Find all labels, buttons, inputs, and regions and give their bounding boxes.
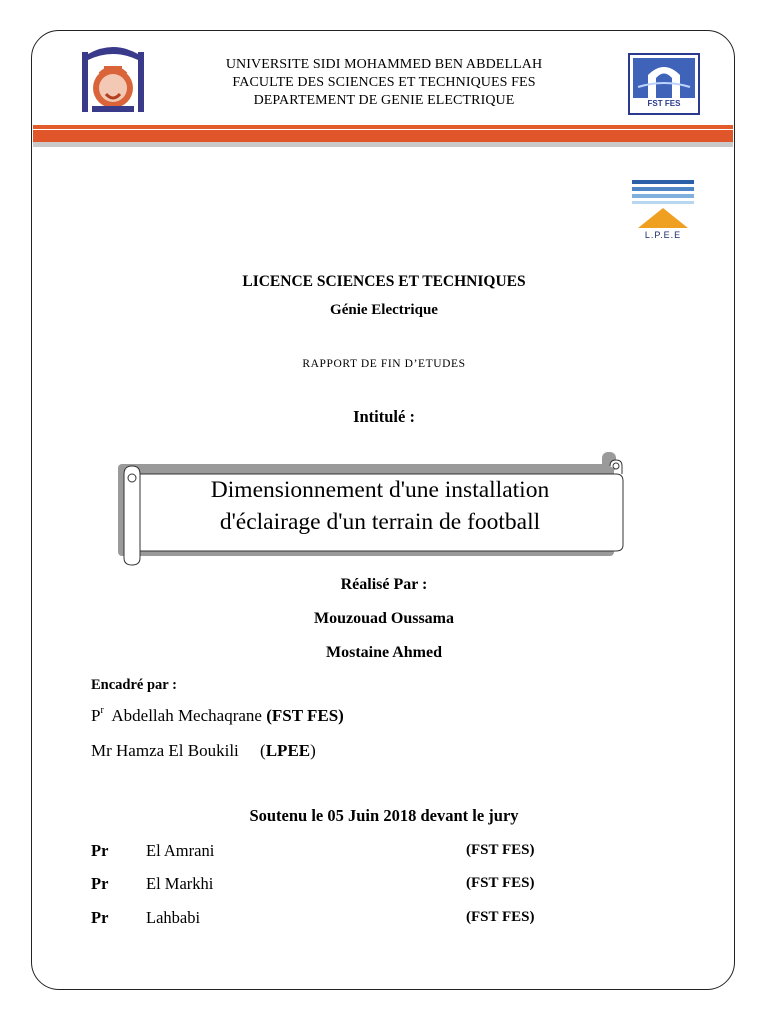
fst-fes-logo-caption: FST FES — [647, 99, 681, 108]
author-name: Mouzouad Oussama — [313, 610, 455, 627]
jury-name: El Amrani — [146, 841, 215, 860]
supervisor-affiliation: (FST FES) — [266, 706, 344, 725]
supervisor-name: Abdellah Mechaqrane — [111, 706, 262, 725]
degree-title: LICENCE SCIENCES ET TECHNIQUES — [242, 273, 526, 290]
supervisor-line — [91, 706, 344, 726]
jury-title: Pr — [91, 908, 109, 927]
jury-affiliation: (FST FES) — [466, 875, 535, 891]
supervisor-name: Hamza El Boukili — [116, 741, 239, 760]
jury-name: El Markhi — [146, 874, 214, 893]
jury-name: Lahbabi — [146, 908, 201, 927]
header-band-top — [33, 125, 733, 129]
department-name: DEPARTEMENT DE GENIE ELECTRIQUE — [253, 93, 515, 108]
jury-row — [91, 908, 571, 930]
supervisor-title-sup: r — [100, 705, 104, 716]
institution-header — [180, 56, 588, 110]
supervisor-title: P — [91, 706, 101, 725]
header-band-main — [33, 130, 733, 142]
jury-row — [91, 841, 571, 863]
jury-affiliation: (FST FES) — [466, 909, 535, 925]
university-name: UNIVERSITE SIDI MOHAMMED BEN ABDELLAH — [225, 57, 543, 72]
lpee-logo-caption: L.P.E.E — [644, 230, 682, 240]
university-seal-logo — [78, 44, 148, 116]
supervisor-affiliation: LPEE — [265, 741, 311, 760]
defense-statement: Soutenu le 05 Juin 2018 devant le jury — [249, 806, 519, 825]
jury-title: Pr — [91, 841, 109, 860]
thesis-title-line2: d'éclairage d'un terrain de football — [219, 509, 541, 535]
faculty-name: FACULTE DES SCIENCES ET TECHNIQUES FES — [232, 75, 536, 90]
degree-specialty: Génie Electrique — [330, 302, 438, 318]
authors-label: Réalisé Par : — [340, 576, 428, 593]
report-type: RAPPORT DE FIN D’ETUDES — [302, 358, 466, 370]
header-band-shadow — [33, 142, 733, 147]
author-name: Mostaine Ahmed — [326, 644, 442, 661]
supervisors-label: Encadré par : — [91, 677, 177, 693]
thesis-title-line1: Dimensionnement d'une installation — [210, 477, 550, 503]
fst-fes-logo — [628, 53, 700, 115]
jury-title: Pr — [91, 874, 109, 893]
jury-affiliation: (FST FES) — [466, 842, 535, 858]
jury-row — [91, 874, 571, 896]
thesis-title — [144, 474, 616, 538]
supervisor-line: Mr Hamza El Boukili (LPEE) — [91, 741, 316, 760]
intitule-label: Intitulé : — [353, 407, 415, 426]
supervisor-title: Mr — [91, 741, 112, 760]
